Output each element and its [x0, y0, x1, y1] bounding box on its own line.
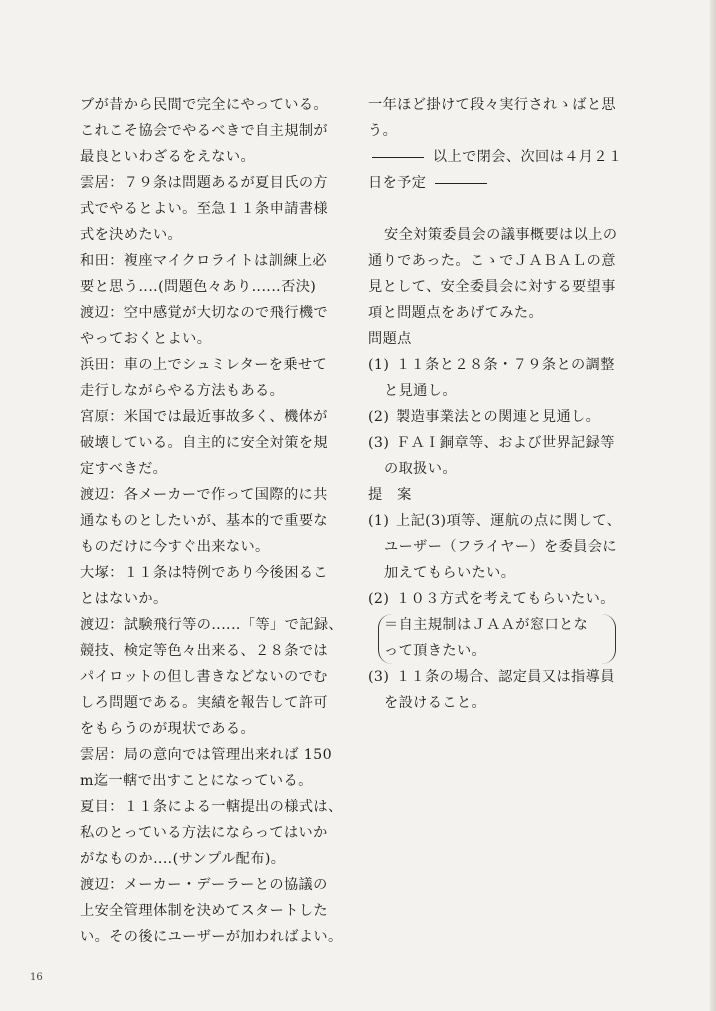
page-number: 16 [30, 972, 43, 983]
problem-item [368, 352, 630, 378]
dash-rule [372, 157, 424, 158]
text-line: やっておくとよい。 [80, 331, 212, 347]
problem-item [368, 430, 630, 456]
text-line: 雲居：局の意向では管理出来れば 150 [80, 747, 333, 763]
closing-text-2: 日を予定 [368, 175, 427, 191]
item-text: １０３方式を考えてもらいたい。 [396, 591, 615, 607]
paren-bracket [378, 614, 616, 664]
text-line: ものだけに今すぐ出来ない。 [80, 539, 270, 555]
item-text: を設けること。 [384, 695, 487, 711]
summary-line: 項と問題点をあげてみた。 [368, 305, 544, 321]
text-line: 要と思う‥‥(問題色々あり‥‥‥否決) [80, 279, 317, 295]
left-column [80, 92, 342, 950]
closing-line [368, 144, 630, 170]
proposal-item [368, 586, 630, 612]
item-text: 製造事業法との関連と見通し。 [396, 409, 601, 425]
text-line: 最良といわざるをえない。 [80, 149, 256, 165]
dash-rule [435, 183, 487, 184]
text-line: がなものか‥‥(サンプル配布)。 [80, 851, 286, 867]
item-text: ユーザー（フライヤー）を委員会に [384, 539, 617, 555]
summary-line: 安全対策委員会の議事概要は以上の [384, 227, 618, 243]
text-line: う。 [368, 123, 398, 139]
item-text: 加えてもらいたい。 [384, 565, 516, 581]
item-text: ＝自主規制はＪＡＡが窓口とな [384, 617, 589, 633]
text-line: 競技、検定等色々出来る、２８条では [80, 643, 328, 659]
text-line: 一年ほど掛けて段々実行されゝばと思 [368, 97, 616, 113]
text-line: 夏目：１１条による一轄提出の様式は、 [80, 799, 343, 815]
text-line: 渡辺：空中感覚が大切なので飛行機で [80, 305, 328, 321]
problems-heading: 問題点 [368, 331, 412, 347]
scan-edge [710, 0, 716, 1011]
text-line: をもらうのが現状である。 [80, 721, 256, 737]
text-line: 定すべきだ。 [80, 461, 168, 477]
item-number: (3) [368, 435, 390, 451]
text-line: ブが昔から民間で完全にやっている。 [80, 97, 328, 113]
text-line: 私のとっている方法にならってはいか [80, 825, 328, 841]
text-line: 破壊している。自主的に安全対策を規 [80, 435, 328, 451]
text-line: 宮原：米国では最近事故多く、機体が [80, 409, 328, 425]
text-line: 大塚：１１条は特例であり今後困るこ [80, 565, 328, 581]
text-line: これこそ協会でやるべきで自主規制が [80, 123, 328, 139]
text-line: 和田：複座マイクロライトは訓練上必 [80, 253, 327, 269]
right-column [368, 92, 630, 716]
summary-line: 通りであった。こゝでＪＡＢＡＬの意 [368, 253, 616, 269]
item-text: ＦＡＩ銅章等、および世界記録等 [396, 435, 615, 451]
item-text: って頂きたい。 [384, 643, 487, 659]
item-number: (3) [368, 669, 390, 685]
item-text: の取扱い。 [384, 461, 457, 477]
proposals-heading: 提 案 [368, 487, 412, 503]
text-line: 式を決めたい。 [80, 227, 183, 243]
item-number: (1) [368, 513, 390, 529]
spacer [368, 196, 630, 222]
text-line: パイロットの但し書きなどないのでむ [80, 669, 328, 685]
item-text: 上記(3)項等、運航の点に関して、 [396, 513, 622, 529]
item-number: (1) [368, 357, 390, 373]
text-line: 渡辺：各メーカーで作って国際的に共 [80, 487, 328, 503]
text-line: 走行しながらやる方法もある。 [80, 383, 285, 399]
text-line: 渡辺：試験飛行等の‥‥‥「等」で記録、 [80, 617, 343, 633]
problem-item [368, 404, 630, 430]
text-line: 浜田：車の上でシュミレターを乗せて [80, 357, 328, 373]
summary-line: 見として、安全委員会に対する要望事 [368, 279, 616, 295]
item-number: (2) [368, 409, 390, 425]
text-line: m迄一轄で出すことになっている。 [80, 773, 313, 789]
proposal-item [368, 664, 630, 690]
text-line: 式でやるとよい。至急１１条申請書様 [80, 201, 328, 217]
proposal-item [368, 508, 630, 534]
item-text: １１条と２８条・７９条との調整 [396, 357, 615, 373]
text-line: 通なものとしたいが、基本的で重要な [80, 513, 328, 529]
item-number: (2) [368, 591, 390, 607]
text-line: とはないか。 [80, 591, 168, 607]
closing-line-2 [368, 170, 630, 196]
text-line: 上安全管理体制を決めてスタートした [80, 903, 328, 919]
item-text: と見通し。 [384, 383, 457, 399]
item-text: １１条の場合、認定員又は指導員 [396, 669, 615, 685]
text-line: 渡辺：メーカー・デーラーとの協議の [80, 877, 328, 893]
bracketed-note [368, 612, 630, 664]
text-line: い。その後にユーザーが加わればよい。 [80, 929, 343, 945]
text-line: しろ問題である。実績を報告して許可 [80, 695, 328, 711]
closing-text: 以上で閉会、次回は４月２１ [432, 149, 623, 165]
text-line: 雲居：７９条は問題あるが夏目氏の方 [80, 175, 328, 191]
